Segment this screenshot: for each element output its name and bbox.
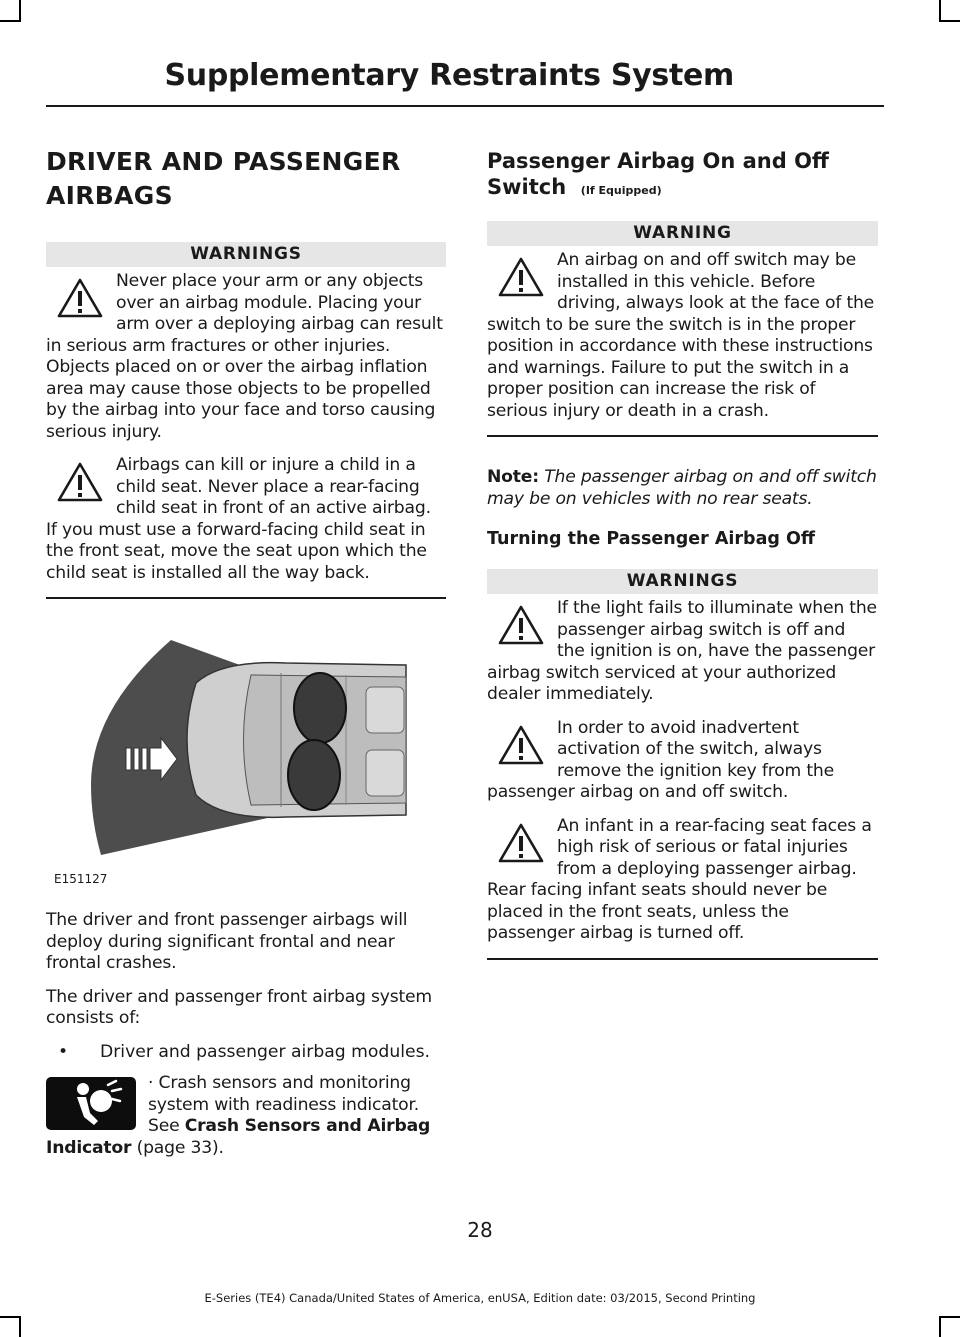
figure-id: E151127: [54, 872, 108, 886]
van-top-view-figure: [46, 605, 446, 890]
page-number: 28: [467, 1218, 493, 1242]
paragraph: The driver and front passenger airbags will deploy during significant frontal and near frontal crashes.: [46, 910, 408, 973]
section-rule: [46, 597, 446, 599]
airbag-deployment-illustration: [46, 605, 446, 890]
section-heading-line-1: Passenger Airbag On and Off: [487, 149, 829, 173]
left-column: [46, 145, 446, 1159]
paragraph: The driver and passenger front airbag system consists of:: [46, 986, 432, 1028]
warning-triangle-icon: [56, 277, 104, 319]
airbag-indicator-icon: [46, 1077, 136, 1130]
crop-mark: [939, 20, 960, 22]
crop-mark: [939, 0, 941, 22]
footer-edition-text: E-Series (TE4) Canada/United States of America, enUSA, Edition date: 03/2015, Second Printing: [204, 1291, 756, 1305]
warning-triangle-icon: [497, 256, 545, 298]
warning-block: [46, 271, 446, 443]
page-header-title: Supplementary Restraints System: [164, 58, 734, 93]
warning-triangle-icon: [497, 822, 545, 864]
section-rule: [487, 958, 878, 960]
crop-mark: [939, 1316, 941, 1337]
warning-text: An airbag on and off switch may be installed in this vehicle. Before driving, always look at the face of the switch to be sure the switch is in the proper position in accordance with these instructions and warnings. Failure to put the switch in a proper position can increase the risk of serious injury or death in a crash.: [487, 250, 875, 421]
if-equipped-tag: (If Equipped): [580, 184, 662, 197]
crash-sensors-block: [46, 1073, 446, 1159]
warning-triangle-icon: [56, 461, 104, 503]
section-heading-line-2: AIRBAGS: [46, 181, 173, 210]
warning-triangle-icon: [497, 604, 545, 646]
warning-text: Airbags can kill or injure a child in a child seat. Never place a rear-facing child seat in front of an active airbag. If you must use a forward-facing child seat in the front seat, move the seat upon which the child seat is installed all the way back.: [46, 455, 431, 583]
note: [487, 467, 878, 510]
section-rule: [487, 435, 878, 437]
warning-text: If the light fails to illuminate when the passenger airbag switch is off and the ignition is on, have the passenger airbag switch serviced at your authorized dealer immediately.: [487, 598, 877, 704]
crop-mark: [0, 1316, 21, 1318]
note-label: Note:: [487, 467, 539, 487]
warning-block: [46, 455, 446, 584]
right-column: [487, 145, 878, 960]
warning-text: An infant in a rear-facing seat faces a high risk of serious or fatal injuries from a deploying passenger airbag. Rear facing infant seats should never be placed in the front seats, unless the passenger airbag is turned off.: [487, 815, 872, 943]
warning-triangle-icon: [497, 724, 545, 766]
warning-block: [487, 816, 878, 945]
warning-block: [487, 250, 878, 422]
section-heading: [46, 145, 446, 213]
bullet-dot: •: [58, 1041, 69, 1062]
crash-sensors-link[interactable]: Crash Sensors and Airbag Indicator: [46, 1116, 431, 1158]
section-heading-line-1: DRIVER AND PASSENGER: [46, 147, 401, 176]
section-heading-word: Switch: [487, 175, 567, 199]
subheading: Turning the Passenger Airbag Off: [487, 529, 816, 549]
crop-mark: [0, 20, 21, 22]
page-reference: (page 33).: [131, 1137, 224, 1158]
note-text: The passenger airbag on and off switch may be on vehicles with no rear seats.: [487, 467, 877, 509]
crop-mark: [19, 1316, 21, 1337]
warnings-label: WARNINGS: [487, 569, 878, 594]
header-rule: [46, 105, 884, 107]
list-item: [46, 1042, 446, 1064]
crash-sensors-text: · Crash sensors and monitoring system with readiness indicator. See: [148, 1073, 419, 1136]
warning-text: In order to avoid inadvertent activation of the switch, always remove the ignition key from the passenger airbag on and off switch.: [487, 717, 834, 802]
crop-mark: [939, 1316, 960, 1318]
warning-text: Never place your arm or any objects over an airbag module. Placing your arm over a deploying airbag can result in serious arm fractures or other injuries. Objects placed on or over the airbag inflation area may cause those objects to be propelled by the airbag into your face and torso causing serious injury.: [46, 271, 443, 442]
crop-mark: [19, 0, 21, 22]
warning-label: WARNING: [487, 221, 878, 246]
warning-block: [487, 598, 878, 706]
warnings-label: WARNINGS: [46, 242, 446, 267]
section-heading: [487, 148, 878, 204]
section-heading-line-2: [487, 174, 878, 204]
warning-block: [487, 718, 878, 804]
list-item-text: Driver and passenger airbag modules.: [100, 1041, 431, 1062]
